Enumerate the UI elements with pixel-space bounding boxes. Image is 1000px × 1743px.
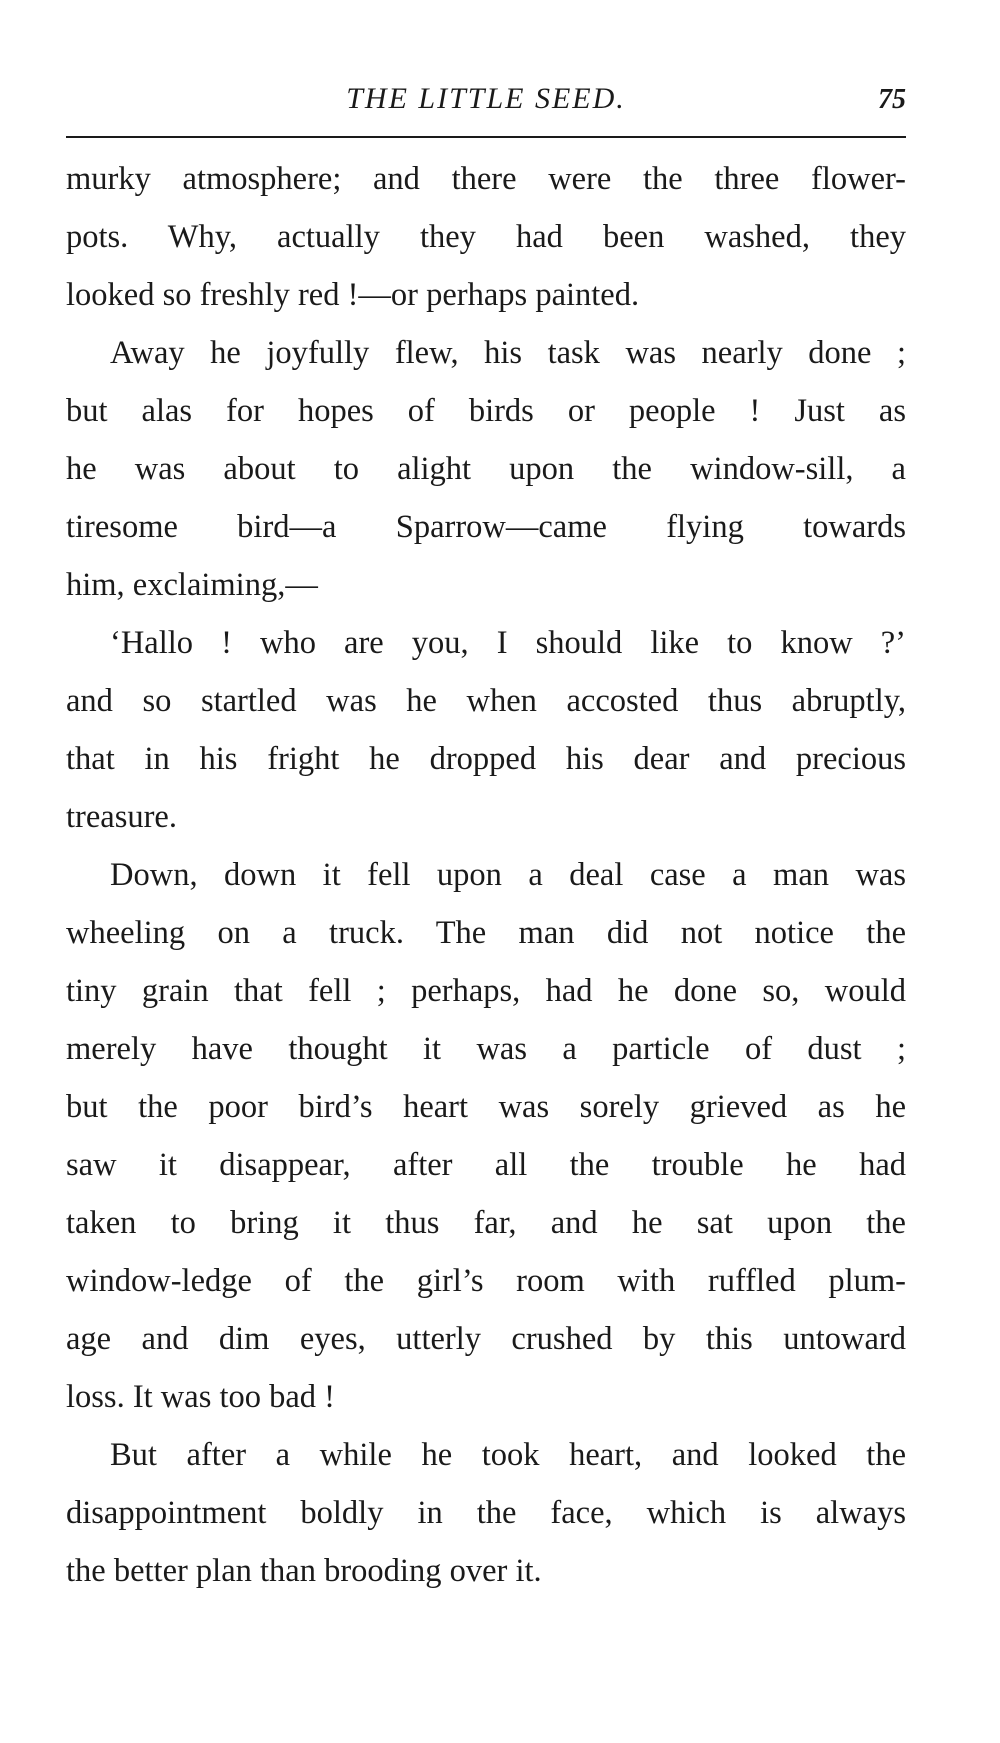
text-line: but the poor bird’s heart was sorely grieved as he [66,1089,906,1125]
text-line: murky atmosphere; and there were the three flower- [66,161,906,197]
text-line: disappointment boldly in the face, which is always [66,1495,906,1531]
text-line: but alas for hopes of birds or people ! Just as [66,393,906,429]
text-line: him, exclaiming,— [66,567,318,603]
text-line: But after a while he took heart, and looked the [110,1437,906,1473]
page-number: 75 [878,84,906,115]
text-line: window-ledge of the girl’s room with ruffled plum- [66,1263,906,1299]
body-text [66,150,906,1600]
paragraph-2 [66,324,906,614]
text-line: and so startled was he when accosted thus abruptly, [66,683,906,719]
header-rule [66,136,906,138]
text-line: wheeling on a truck. The man did not notice the [66,915,906,951]
text-line: Down, down it fell upon a deal case a man was [110,857,906,893]
running-title: THE LITTLE SEED. [346,82,626,115]
text-line: he was about to alight upon the window-sill, a [66,451,906,487]
text-line: tiny grain that fell ; perhaps, had he done so, would [66,973,906,1009]
text-line: the better plan than brooding over it. [66,1553,542,1589]
paragraph-1 [66,150,906,324]
paragraph-5 [66,1426,906,1600]
text-line: looked so freshly red !—or perhaps painted. [66,277,640,313]
text-line: tiresome bird—a Sparrow—came flying towards [66,509,906,545]
text-line: Away he joyfully flew, his task was nearly done ; [110,335,906,371]
text-line: age and dim eyes, utterly crushed by this untoward [66,1321,906,1357]
paragraph-4 [66,846,906,1426]
text-line: treasure. [66,799,177,835]
paragraph-3 [66,614,906,846]
text-line: saw it disappear, after all the trouble he had [66,1147,906,1183]
text-line: loss. It was too bad ! [66,1379,335,1415]
text-line: that in his fright he dropped his dear and precious [66,741,906,777]
running-head [66,82,906,122]
text-line: ‘Hallo ! who are you, I should like to know ?’ [110,625,906,661]
text-line: merely have thought it was a particle of dust ; [66,1031,906,1067]
text-line: taken to bring it thus far, and he sat upon the [66,1205,906,1241]
text-line: pots. Why, actually they had been washed, they [66,219,906,255]
